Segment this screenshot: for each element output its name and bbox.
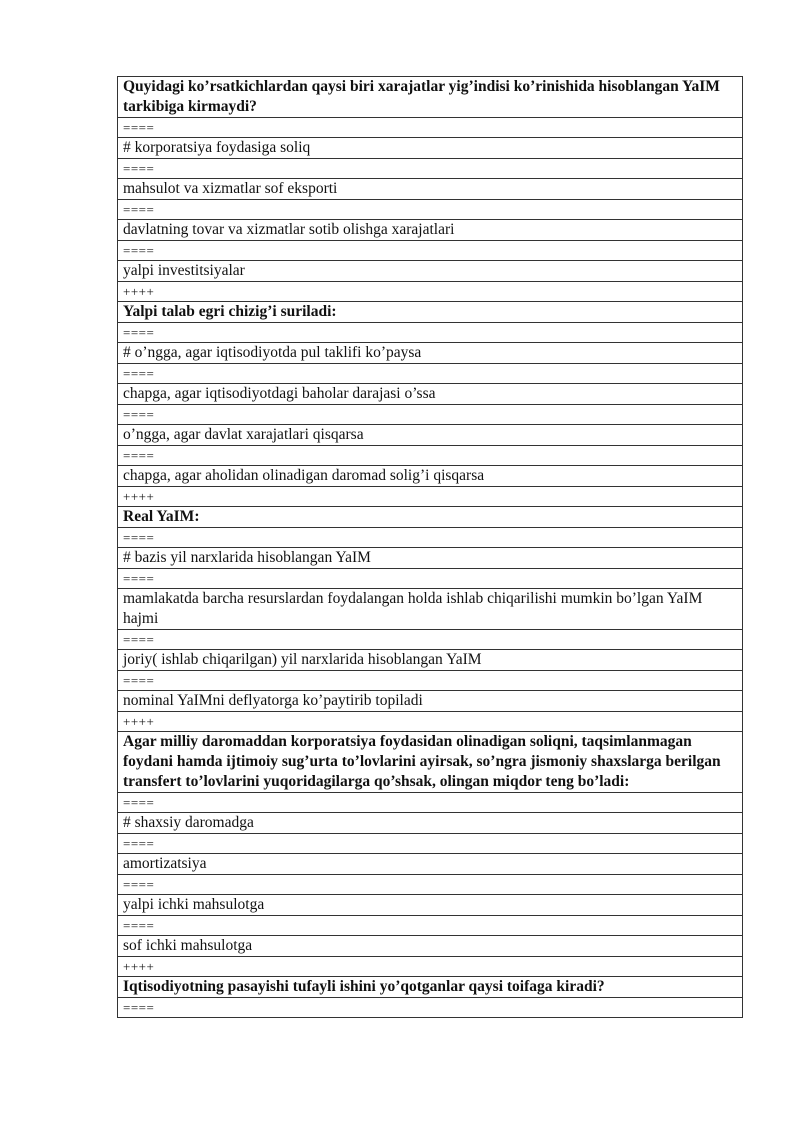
answer-row — [118, 589, 743, 630]
answer-text: mamlakatda barcha resurslardan foydalangan holda ishlab chiqarilishi mumkin bo’lgan YaIM hajmi — [118, 589, 743, 630]
question-end-marker-row — [118, 957, 743, 977]
answer-text: chapga, agar aholidan olinadigan daromad solig’i qisqarsa — [118, 466, 743, 487]
question-end-marker-row — [118, 487, 743, 507]
answer-row — [118, 261, 743, 282]
separator-text: ==== — [118, 446, 743, 466]
answer-text: o’ngga, agar davlat xarajatlari qisqarsa — [118, 425, 743, 446]
answer-row — [118, 650, 743, 671]
separator-text: ++++ — [118, 282, 743, 302]
answer-row — [118, 691, 743, 712]
separator-text: ==== — [118, 159, 743, 179]
separator-text: ==== — [118, 200, 743, 220]
separator-text: ==== — [118, 405, 743, 425]
separator-text: ==== — [118, 323, 743, 343]
answer-row — [118, 813, 743, 834]
separator-text: ==== — [118, 998, 743, 1018]
answer-row — [118, 548, 743, 569]
separator-text: ++++ — [118, 957, 743, 977]
separator-row — [118, 671, 743, 691]
separator-text: ==== — [118, 528, 743, 548]
separator-row — [118, 159, 743, 179]
separator-row — [118, 528, 743, 548]
question-table-body — [118, 77, 743, 1018]
question-row — [118, 507, 743, 528]
answer-row — [118, 220, 743, 241]
answer-row — [118, 179, 743, 200]
answer-text: yalpi ichki mahsulotga — [118, 895, 743, 916]
question-text: Iqtisodiyotning pasayishi tufayli ishini yo’qotganlar qaysi toifaga kiradi? — [118, 977, 743, 998]
separator-row — [118, 118, 743, 138]
separator-text: ==== — [118, 834, 743, 854]
separator-row — [118, 364, 743, 384]
answer-row — [118, 425, 743, 446]
question-row — [118, 77, 743, 118]
answer-row — [118, 138, 743, 159]
separator-text: ==== — [118, 875, 743, 895]
separator-text: ==== — [118, 793, 743, 813]
separator-row — [118, 793, 743, 813]
separator-text: ==== — [118, 916, 743, 936]
answer-row — [118, 854, 743, 875]
answer-row — [118, 343, 743, 364]
separator-text: ==== — [118, 671, 743, 691]
separator-row — [118, 200, 743, 220]
question-end-marker-row — [118, 712, 743, 732]
question-text: Agar milliy daromaddan korporatsiya foydasidan olinadigan soliqni, taqsimlanmagan foydani hamda ijtimoiy sug’urta to’lovlarini ayirsak, so’ngra jismoniy shaxslarga berilgan transfert to’lovlarini yuqoridagilarga qo’shsak, olingan miqdor teng bo’ladi: — [118, 732, 743, 793]
answer-row — [118, 384, 743, 405]
separator-text: ==== — [118, 569, 743, 589]
separator-text: ==== — [118, 241, 743, 261]
question-text: Real YaIM: — [118, 507, 743, 528]
separator-row — [118, 323, 743, 343]
separator-text: ++++ — [118, 487, 743, 507]
answer-text: yalpi investitsiyalar — [118, 261, 743, 282]
question-row — [118, 302, 743, 323]
answer-text: # bazis yil narxlarida hisoblangan YaIM — [118, 548, 743, 569]
answer-row — [118, 895, 743, 916]
answer-text: # korporatsiya foydasiga soliq — [118, 138, 743, 159]
question-text: Yalpi talab egri chizig’i suriladi: — [118, 302, 743, 323]
answer-row — [118, 466, 743, 487]
separator-text: ==== — [118, 630, 743, 650]
answer-row — [118, 936, 743, 957]
answer-text: # shaxsiy daromadga — [118, 813, 743, 834]
separator-row — [118, 241, 743, 261]
separator-text: ++++ — [118, 712, 743, 732]
separator-text: ==== — [118, 364, 743, 384]
question-text: Quyidagi ko’rsatkichlardan qaysi biri xarajatlar yig’indisi ko’rinishida hisoblangan YaIM tarkibiga kirmaydi? — [118, 77, 743, 118]
answer-text: # o’ngga, agar iqtisodiyotda pul taklifi ko’paysa — [118, 343, 743, 364]
question-table — [117, 76, 743, 1018]
answer-text: joriy( ishlab chiqarilgan) yil narxlarida hisoblangan YaIM — [118, 650, 743, 671]
answer-text: davlatning tovar va xizmatlar sotib olishga xarajatlari — [118, 220, 743, 241]
separator-row — [118, 569, 743, 589]
answer-text: sof ichki mahsulotga — [118, 936, 743, 957]
separator-row — [118, 446, 743, 466]
question-end-marker-row — [118, 282, 743, 302]
separator-row — [118, 405, 743, 425]
answer-text: chapga, agar iqtisodiyotdagi baholar darajasi o’ssa — [118, 384, 743, 405]
separator-row — [118, 630, 743, 650]
question-row — [118, 732, 743, 793]
separator-row — [118, 875, 743, 895]
separator-row — [118, 916, 743, 936]
answer-text: amortizatsiya — [118, 854, 743, 875]
answer-text: nominal YaIMni deflyatorga ko’paytirib topiladi — [118, 691, 743, 712]
separator-row — [118, 834, 743, 854]
separator-text: ==== — [118, 118, 743, 138]
answer-text: mahsulot va xizmatlar sof eksporti — [118, 179, 743, 200]
question-row — [118, 977, 743, 998]
separator-row — [118, 998, 743, 1018]
